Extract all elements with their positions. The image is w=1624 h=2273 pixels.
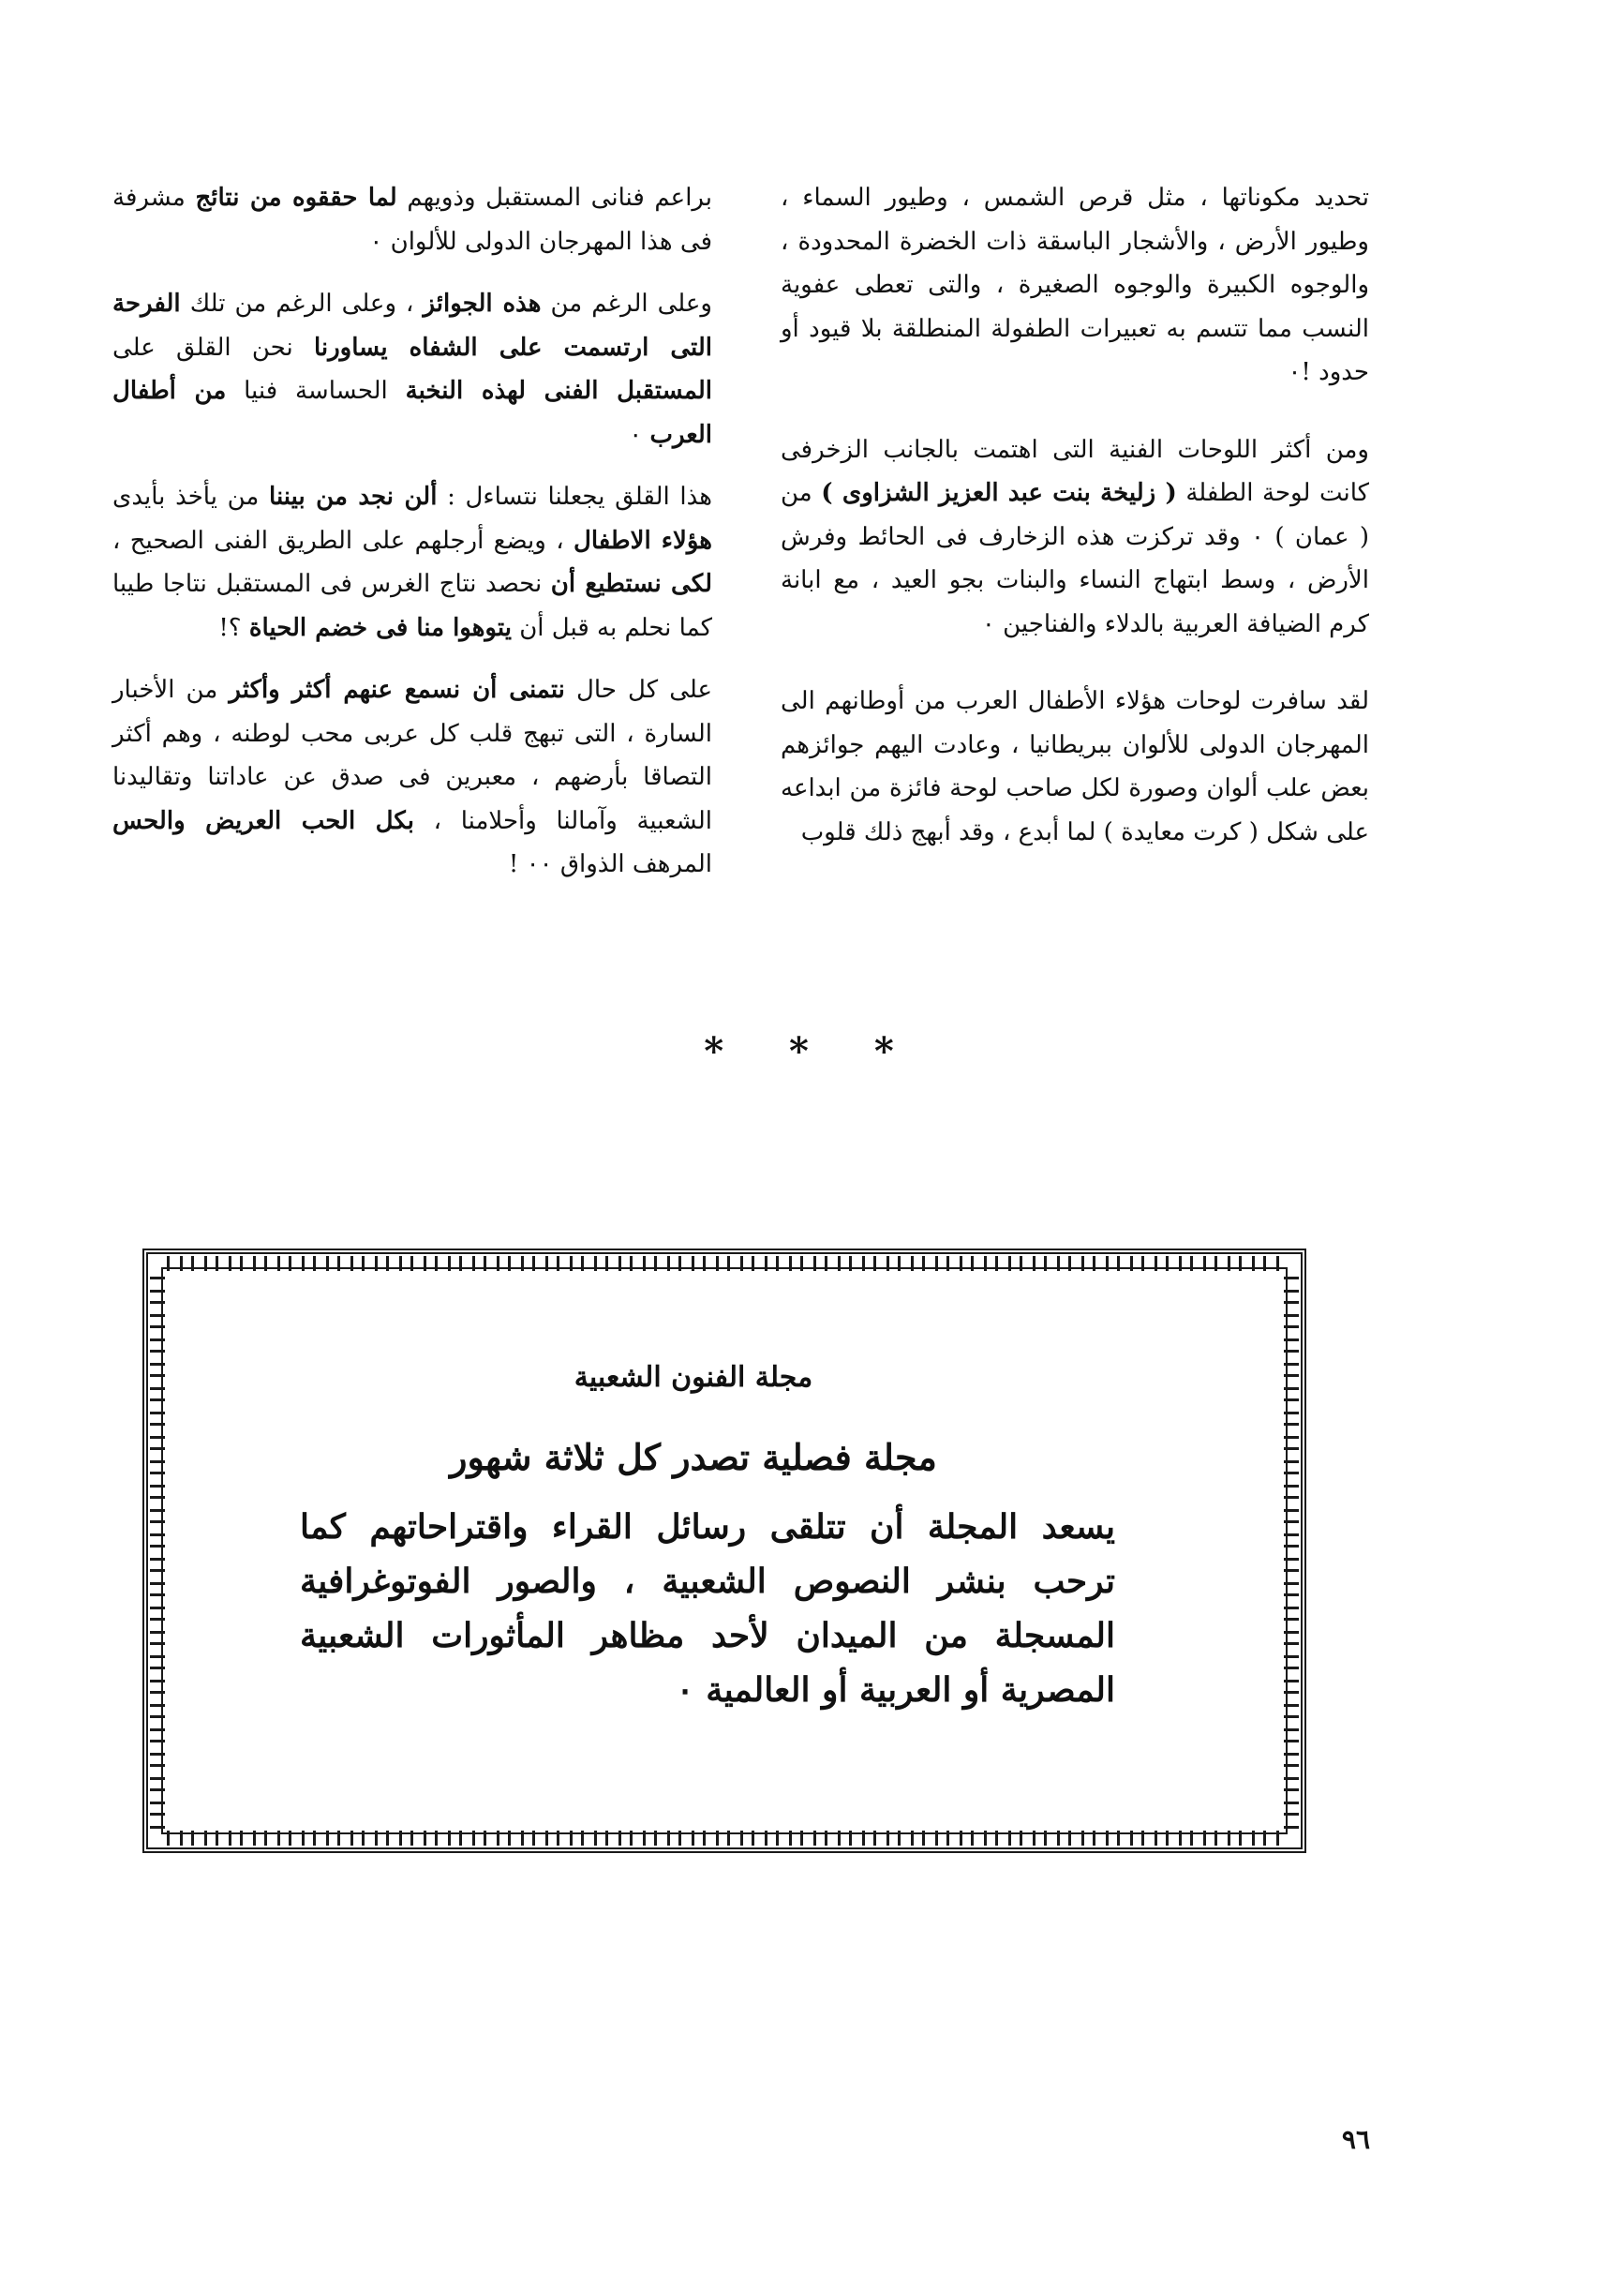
paragraph-text: من ( عمان ) ٠ وقد تركزت هذه الزخارف فى الحائط وفرش الأرض ، وسط ابتهاج النساء والبنات بجو العيد ، مع ابانة كرم الضيافة العربية بالدلاء والفناجين ٠ xyxy=(781,479,1369,638)
child-artist-name: ( زليخة بنت عبد العزيز الشزاوى ) xyxy=(821,479,1177,507)
bold-text: لكى نستطيع أن xyxy=(550,570,712,598)
article-column-left xyxy=(112,176,712,887)
paragraph-text: الحساسة فنيا xyxy=(226,377,406,405)
paragraph xyxy=(112,176,712,263)
paragraph-text: نحن القلق على xyxy=(112,333,314,362)
bold-text: الفرحة التى ارتسمت على الشفاه يساورنا xyxy=(112,290,712,362)
bold-text: هذه الجوائز xyxy=(423,290,542,318)
paragraph-text: وعلى الرغم من xyxy=(541,290,712,318)
paragraph xyxy=(781,680,1369,854)
paragraph-text: لقد سافرت لوحات هؤلاء الأطفال العرب من أوطانهم الى المهرجان الدولى للألوان ببريطانيا ، وعادت اليهم جوائزهم بعض علب ألوان وصورة لكل صاحب لوحة فائزة من ابداعه على شكل ( كرت معايدة ) لما أبدع ، وقد أبهج ذلك قلوب xyxy=(781,687,1369,846)
bold-text: المستقبل الفنى لهذه النخبة xyxy=(405,377,712,405)
paragraph-text: المرهف الذواق ٠٠ ! xyxy=(508,850,712,878)
paragraph-text: هذا القلق يجعلنا نتساءل : xyxy=(437,483,712,511)
paragraph xyxy=(112,282,712,456)
bold-text: بكل الحب العريض والحس xyxy=(112,806,414,835)
notice-body: يسعد المجلة أن تتلقى رسائل القراء واقتراحاتهم كما ترحب بنشر النصوص الشعبية ، والصور الفوتوغرافية المسجلة من الميدان لأحد مظاهر المأثورات الشعبية المصرية أو العربية أو العالمية ٠ xyxy=(300,1507,1115,1710)
article-column-right xyxy=(781,176,1369,854)
bold-text: هؤلاء الاطفال xyxy=(573,526,712,555)
paragraph-text: ومن أكثر اللوحات الفنية التى اهتمت بالجانب الزخرفى كانت لوحة الطفلة xyxy=(781,435,1370,507)
paragraph-text: ، وعلى الرغم من تلك xyxy=(180,290,424,318)
paragraph xyxy=(112,475,712,650)
section-separator: * * * xyxy=(704,1029,920,1073)
page-number: ٩٦ xyxy=(1341,2124,1370,2155)
paragraph-text: ، ويضع أرجلهم على الطريق الفنى الصحيح ، xyxy=(112,526,574,555)
paragraph-text: مشرفة فى هذا المهرجان الدولى للألوان ٠ xyxy=(112,184,712,256)
bold-text: ألن نجد من بيننا xyxy=(269,483,438,511)
bold-text: يتوهوا منا فى خضم الحياة xyxy=(248,613,512,642)
paragraph-text: ٠ xyxy=(629,420,650,449)
paragraph-text: براعم فنانى المستقبل وذويهم xyxy=(396,184,712,212)
bold-text: لما حققوه من نتائج xyxy=(195,184,397,212)
notice-subtitle: مجلة فصلية تصدر كل ثلاثة شهور xyxy=(450,1436,937,1478)
paragraph-text: ؟! xyxy=(218,613,249,642)
notice-title: مجلة الفنون الشعبية xyxy=(574,1361,813,1394)
paragraph-text: من الأخبار السارة ، التى تبهج قلب كل عربى محب لوطنه ، وهم أكثر التصاقا بأرضهم ، معبرين فى صدق عن عاداتنا وتقاليدنا الشعبية وآمالنا وأحلامنا ، xyxy=(112,676,713,835)
paragraph xyxy=(781,176,1369,395)
paragraph xyxy=(781,428,1369,647)
bold-text: نتمنى أن نسمع عنهم أكثر وأكثر xyxy=(229,676,565,704)
bold-text: من أطفال العرب xyxy=(112,377,712,449)
paragraph-text: تحديد مكوناتها ، مثل قرص الشمس ، وطيور السماء ، وطيور الأرض ، والأشجار الباسقة ذات الخضرة المحدودة ، والوجوه الكبيرة والوجوه الصغيرة ، والتى تعطى عفوية النسب مما تتسم به تعبيرات الطفولة المنطلقة بلا قيود أو حدود !٠ xyxy=(781,184,1369,386)
paragraph-text: من يأخذ بأيدى xyxy=(112,483,270,511)
paragraph-text: نحصد نتاج الغرس فى المستقبل نتاجا طيبا كما نحلم به قبل أن xyxy=(112,570,712,642)
paragraph-text: على كل حال xyxy=(564,676,712,704)
paragraph xyxy=(112,668,712,887)
